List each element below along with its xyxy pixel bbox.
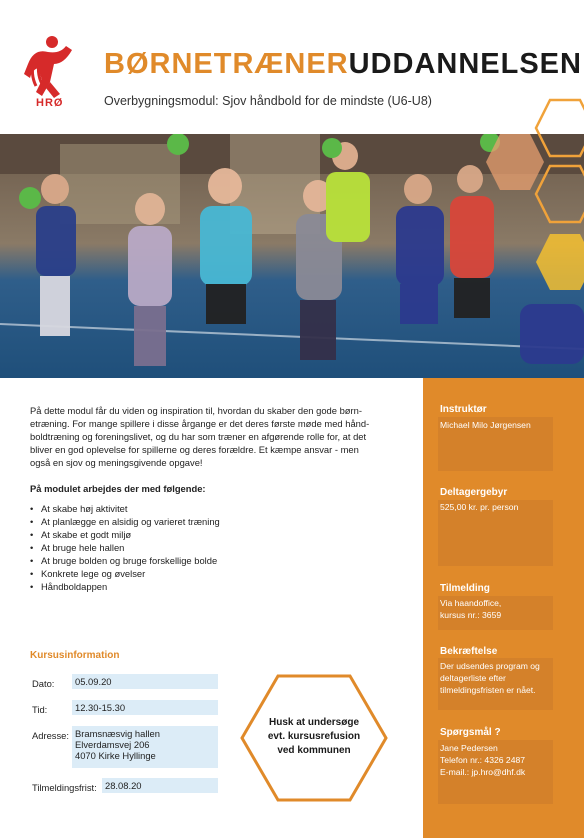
instructor-heading: Instruktør: [440, 404, 487, 415]
fee-value: 525,00 kr. pr. person: [440, 502, 519, 512]
module-heading: På modulet arbejdes der med følgende:: [30, 483, 206, 494]
address-line: 4070 Kirke Hyllinge: [75, 750, 156, 761]
topic-list: [30, 502, 220, 593]
list-item: • At bruge hele hallen: [30, 541, 220, 554]
instructor-value: Michael Milo Jørgensen: [440, 420, 531, 430]
address-line: Elverdamsvej 206: [75, 739, 150, 750]
confirmation-value: [440, 660, 552, 696]
contact-phone: Telefon nr.: 4326 2487: [440, 755, 526, 765]
confirmation-line: deltagerliste efter: [440, 673, 506, 683]
deadline-value: 28.08.20: [102, 778, 218, 793]
reminder-line: ved kommunen: [277, 745, 351, 756]
hexagon-decoration-icon: [480, 96, 584, 296]
fee-heading: Deltagergebyr: [440, 487, 508, 498]
page-subtitle: Overbygningsmodul: Sjov håndbold for de mindste (U6-U8): [104, 94, 432, 108]
date-value: 05.09.20: [72, 674, 218, 689]
reminder-line: Husk at undersøge: [268, 717, 360, 728]
deadline-label: Tilmeldingsfrist:: [32, 782, 97, 793]
confirmation-line: tilmeldingsfristen er nået.: [440, 685, 536, 695]
time-value: 12.30-15.30: [72, 700, 218, 715]
signup-line: kursus nr.: 3659: [440, 610, 502, 620]
title-part-2: UDDANNELSEN: [348, 48, 582, 80]
signup-value: [440, 597, 552, 621]
list-item: • Konkrete lege og øvelser: [30, 567, 220, 580]
contact-email: E-mail.: jp.hro@dhf.dk: [440, 767, 526, 777]
reminder-line: evt. kursusrefusion: [267, 731, 361, 742]
title-part-1: BØRNETRÆNER: [104, 48, 349, 80]
signup-line: Via haandoffice,: [440, 598, 502, 608]
refund-reminder: [238, 716, 390, 758]
list-item: • Håndboldappen: [30, 580, 220, 593]
intro-paragraph: På dette modul får du viden og inspiration til, hvordan du skaber den gode børn-etræning. For mange spillere i disse årgange er det deres første møde med hånd-boldtræning og foreningslivet, og du har som træner en afgørende rolle for, at det bliver en god oplevelse for spillerne og deres forældre. Et kæmpe ansvar - men også en sjov og meningsgivende opgave!: [30, 405, 370, 468]
date-label: Dato:: [32, 678, 55, 689]
contact-name: Jane Pedersen: [440, 743, 498, 753]
list-item: • At skabe høj aktivitet: [30, 502, 220, 515]
list-item: • At skabe et godt miljø: [30, 528, 220, 541]
list-item: • At planlægge en alsidig og varieret træning: [30, 515, 220, 528]
questions-value: [440, 742, 552, 778]
page-title: [104, 48, 582, 81]
signup-heading: Tilmelding: [440, 583, 490, 594]
address-line: Bramsnæsvig hallen: [75, 728, 160, 739]
course-info-heading: Kursusinformation: [30, 650, 120, 661]
confirmation-heading: Bekræftelse: [440, 646, 498, 657]
address-value: [72, 726, 218, 768]
address-label: Adresse:: [32, 730, 69, 741]
confirmation-line: Der udsendes program og: [440, 661, 540, 671]
list-item: • At bruge bolden og bruge forskellige bolde: [30, 554, 220, 567]
logo-text: HRØ: [36, 97, 64, 109]
questions-heading: Spørgsmål ?: [440, 727, 501, 738]
time-label: Tid:: [32, 704, 48, 715]
